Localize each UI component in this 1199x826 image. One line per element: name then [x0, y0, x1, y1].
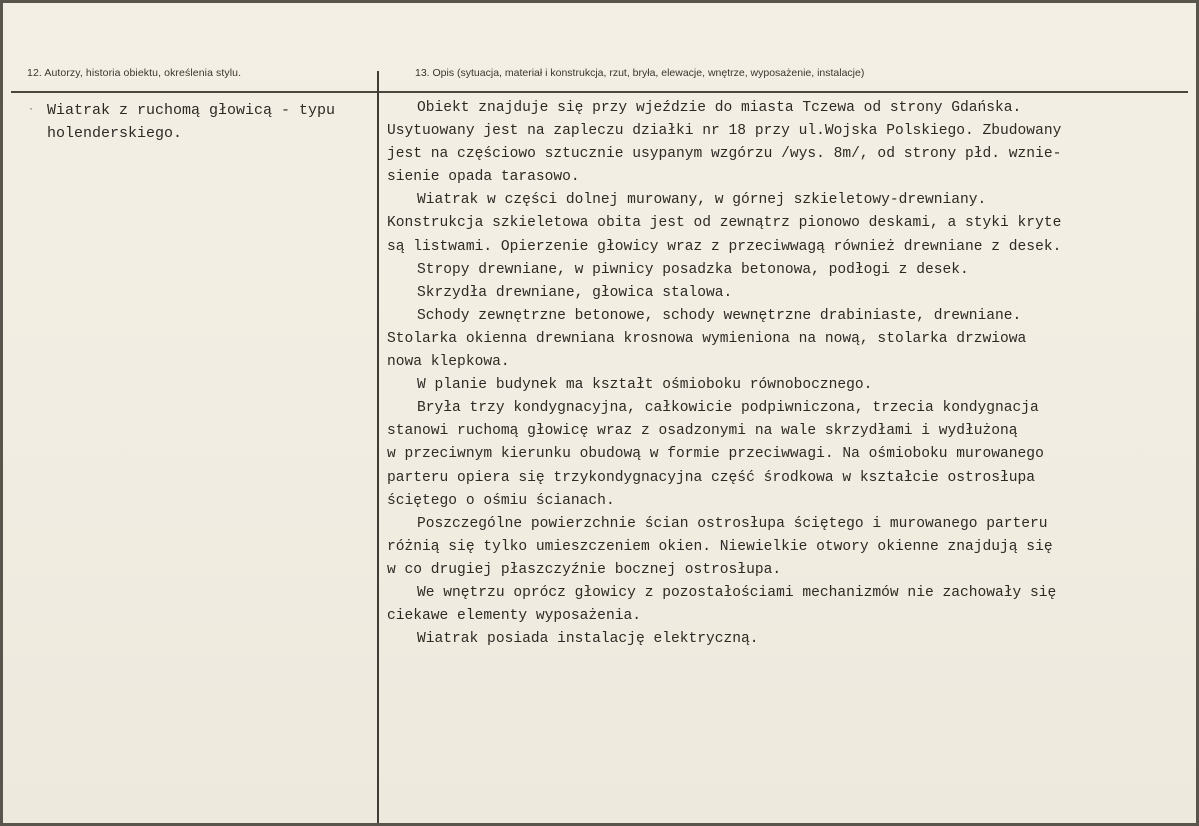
description-line: Skrzydła drewniane, głowica stalowa.: [417, 284, 733, 301]
style-line: holenderskiego.: [47, 125, 183, 142]
description-line: Konstrukcja szkieletowa obita jest od zewnątrz pionowo deskami, a styki kryte: [387, 215, 1062, 232]
description-line: Schody zewnętrzne betonowe, schody wewnętrzne drabiniaste, drewniane.: [417, 307, 1022, 324]
description-line: parteru opiera się trzykondygnacyjna część środkowa w kształcie ostrosłupa: [387, 469, 1036, 486]
description-line: stanowi ruchomą głowicę wraz z osadzonymi na wale skrzydłami i wydłużoną: [387, 423, 1018, 440]
description-line: Bryła trzy kondygnacyjna, całkowicie podpiwniczona, trzecia kondygnacja: [417, 400, 1039, 417]
description-line: We wnętrzu oprócz głowicy z pozostałościami mechanizmów nie zachowały się: [417, 584, 1057, 601]
description-line: Wiatrak posiada instalację elektryczną.: [417, 631, 759, 648]
description-line: sienie opada tarasowo.: [387, 169, 580, 186]
description-line: Usytuowany jest na zapleczu działki nr 18 przy ul.Wojska Polskiego. Zbudowany: [387, 123, 1062, 140]
field-13-heading: 13. Opis (sytuacja, materiał i konstrukcja, rzut, bryła, elewacje, wnętrze, wyposażenie, instalacje): [415, 67, 865, 79]
description-line: różnią się tylko umieszczeniem okien. Niewielkie otwory okienne znajdują się: [387, 538, 1053, 555]
description-line: nowa klepkowa.: [387, 354, 510, 371]
style-line: Wiatrak z ruchomą głowicą - typu: [47, 102, 336, 119]
bullet-mark: ·: [29, 101, 33, 115]
description-line: Stropy drewniane, w piwnicy posadzka betonowa, podłogi z desek.: [417, 261, 969, 278]
description-line: ciekawe elementy wyposażenia.: [387, 608, 641, 625]
description-line: w przeciwnym kierunku obudową w formie przeciwwagi. Na ośmioboku murowanego: [387, 446, 1044, 463]
description-line: są listwami. Opierzenie głowicy wraz z przeciwwagą również drewniane z desek.: [387, 238, 1062, 255]
header-rule: [11, 91, 1188, 93]
description-line: Wiatrak w części dolnej murowany, w górnej szkieletowy-drewniany.: [417, 192, 987, 209]
description-line: Poszczególne powierzchnie ścian ostrosłupa ściętego i murowanego parteru: [417, 515, 1048, 532]
description-line: Obiekt znajduje się przy wjeździe do miasta Tczewa od strony Gdańska.: [417, 100, 1022, 116]
description-line: W planie budynek ma kształt ośmioboku równobocznego.: [417, 377, 873, 394]
description-line: w co drugiej płaszczyźnie bocznej ostrosłupa.: [387, 561, 782, 578]
field-13-content: [387, 97, 1187, 651]
description-line: jest na częściowo sztucznie usypanym wzgórzu /wys. 8m/, od strony płd. wznie-: [387, 146, 1062, 163]
description-line: Stolarka okienna drewniana krosnowa wymieniona na nową, stolarka drzwiowa: [387, 330, 1027, 347]
field-12-heading: 12. Autorzy, historia obiektu, określenia stylu.: [27, 67, 242, 79]
description-line: ściętego o ośmiu ścianach.: [387, 492, 615, 509]
field-12-content: [47, 99, 377, 145]
column-divider: [377, 71, 379, 823]
